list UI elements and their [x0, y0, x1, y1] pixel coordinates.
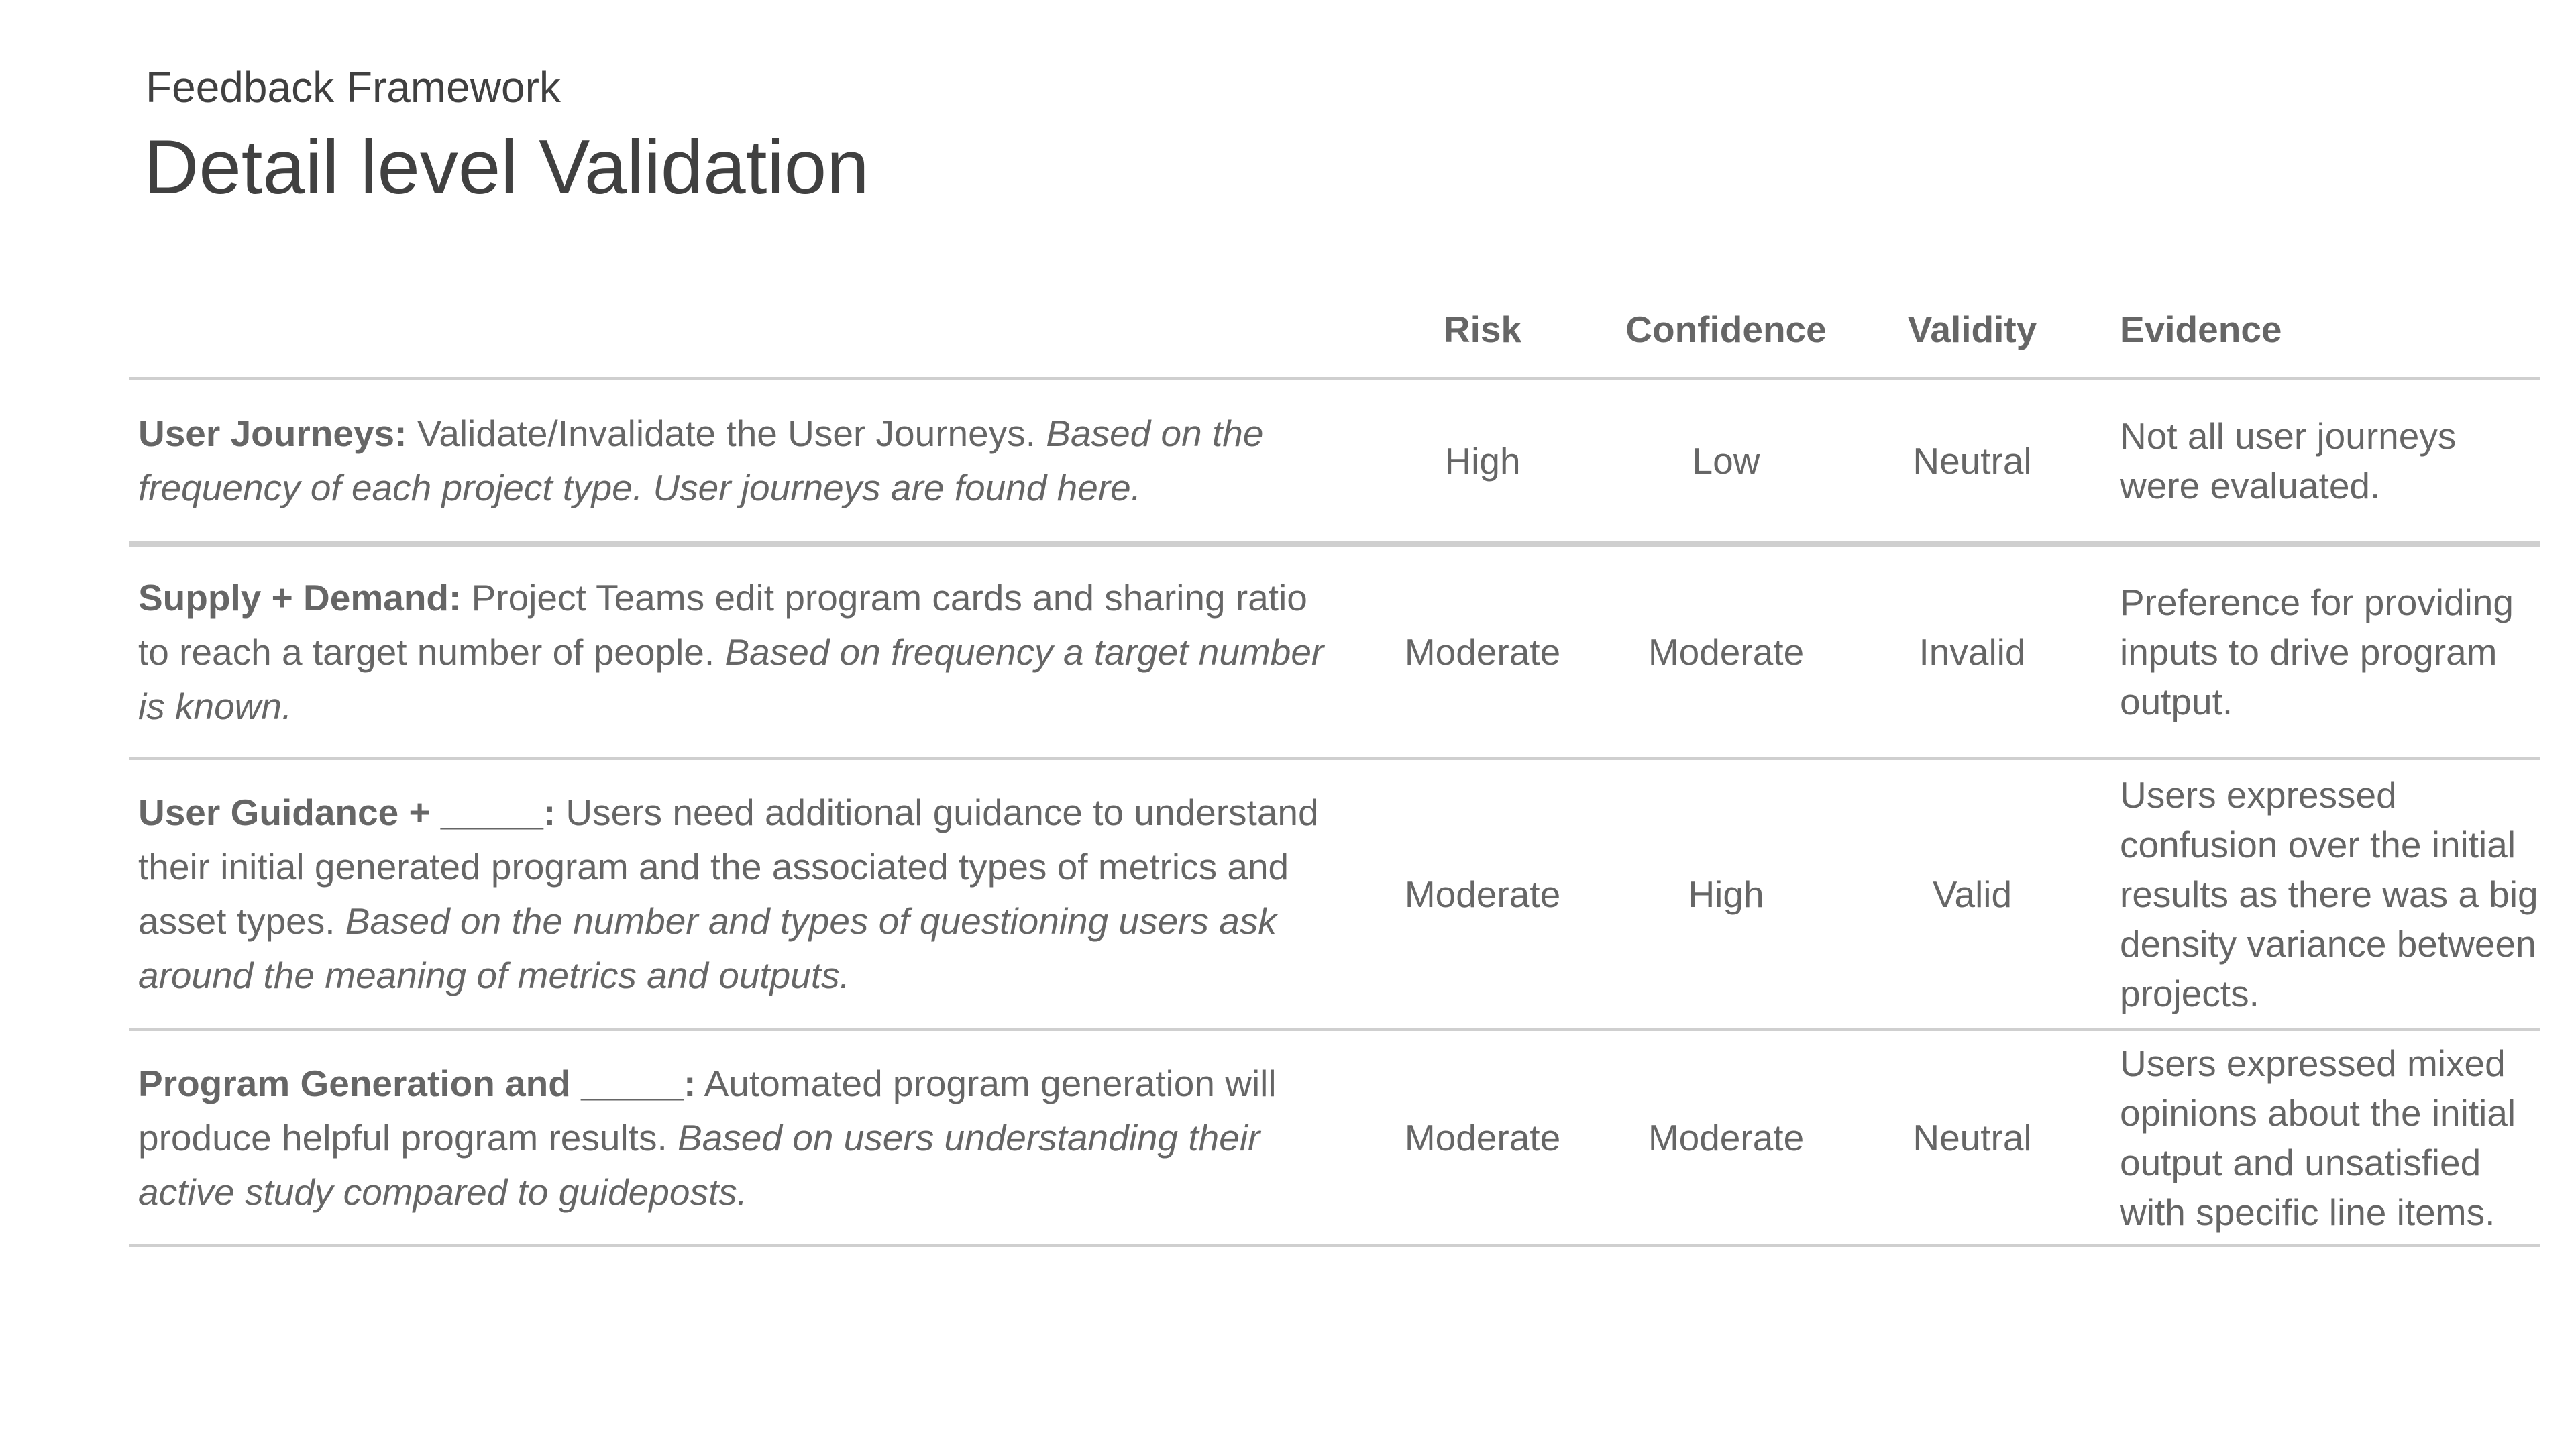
slide-title: Detail level Validation: [144, 125, 869, 210]
risk-cell: Moderate: [1362, 1030, 1603, 1246]
hypothesis-name: Supply + Demand:: [138, 576, 462, 619]
hypothesis-cell: [129, 759, 1362, 1030]
hypothesis-cell: [129, 544, 1362, 759]
confidence-cell: Moderate: [1603, 1030, 1849, 1246]
hypothesis-statement: Automated program generation will produce helpful program results.: [138, 1062, 1277, 1159]
hypothesis-basis: Based on the frequency of each project type. User journeys are found here.: [138, 413, 1264, 508]
hypothesis-cell: [129, 379, 1362, 545]
risk-cell: High: [1362, 379, 1603, 545]
table-row: [129, 544, 2540, 759]
hypothesis-statement: Project Teams edit program cards and sharing ratio to reach a target number of people.: [138, 576, 1307, 673]
hypothesis-name: User Guidance + _____:: [138, 792, 556, 833]
deck-subtitle: Feedback Framework: [146, 63, 561, 111]
validity-cell: Neutral: [1849, 1030, 2096, 1246]
validity-cell: Valid: [1849, 759, 2096, 1030]
risk-cell: Moderate: [1362, 544, 1603, 759]
confidence-cell: High: [1603, 759, 1849, 1030]
hypothesis-cell: [129, 1030, 1362, 1246]
confidence-cell: Moderate: [1603, 544, 1849, 759]
evidence-cell: Users expressed confusion over the initial results as there was a big density variance between projects.: [2096, 759, 2540, 1030]
header-validity: Validity: [1849, 282, 2096, 379]
header-confidence: Confidence: [1603, 282, 1849, 379]
header-description: [129, 282, 1362, 379]
header-evidence: Evidence: [2096, 282, 2540, 379]
table-row: [129, 1030, 2540, 1246]
hypothesis-statement: Users need additional guidance to understand their initial generated program and the associated types of metrics and asset types.: [138, 792, 1319, 942]
validation-table: [129, 282, 2540, 1247]
table-row: [129, 379, 2540, 545]
validity-cell: Invalid: [1849, 544, 2096, 759]
evidence-cell: Not all user journeys were evaluated.: [2096, 379, 2540, 545]
risk-cell: Moderate: [1362, 759, 1603, 1030]
hypothesis-basis: Based on users understanding their active study compared to guideposts.: [138, 1116, 1260, 1213]
evidence-cell: Users expressed mixed opinions about the initial output and unsatisfied with specific line items.: [2096, 1030, 2540, 1246]
hypothesis-statement: Validate/Invalidate the User Journeys.: [407, 413, 1046, 454]
validity-cell: Neutral: [1849, 379, 2096, 545]
table-header-row: [129, 282, 2540, 379]
hypothesis-name: User Journeys:: [138, 413, 407, 454]
evidence-cell: Preference for providing inputs to drive program output.: [2096, 544, 2540, 759]
hypothesis-basis: Based on the number and types of questioning users ask around the meaning of metrics and outputs.: [138, 900, 1277, 996]
hypothesis-name: Program Generation and _____:: [138, 1062, 696, 1104]
hypothesis-basis: Based on frequency a target number is known.: [138, 631, 1324, 727]
confidence-cell: Low: [1603, 379, 1849, 545]
table-row: [129, 759, 2540, 1030]
header-risk: Risk: [1362, 282, 1603, 379]
